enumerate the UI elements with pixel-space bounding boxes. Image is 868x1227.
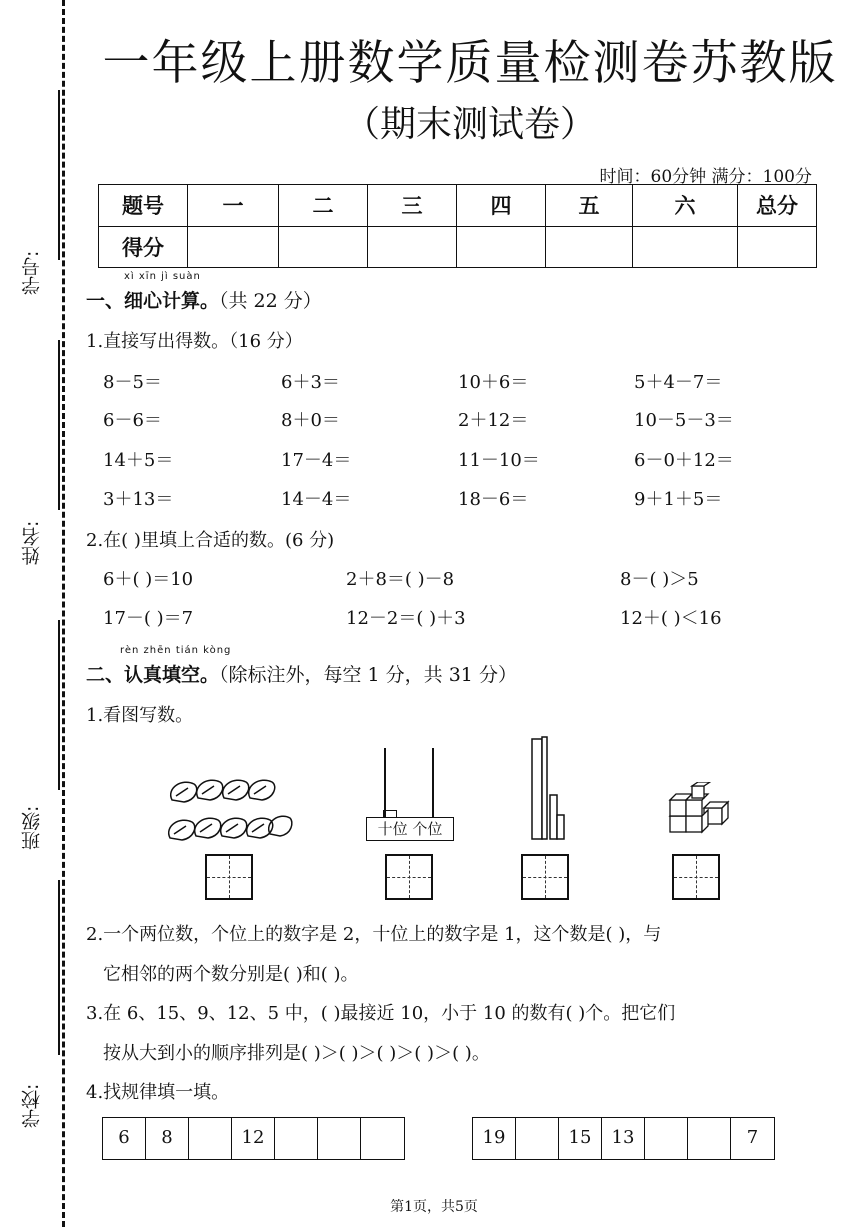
abacus-label: 十位 个位 [366, 817, 454, 841]
arith-item: 5＋4－7＝ [634, 372, 723, 393]
question-2-2-line2: 它相邻的两个数分别是( )和( )。 [103, 964, 359, 985]
score-header-cell: 四 [457, 185, 546, 227]
school-label: 学校: [21, 1083, 43, 1128]
sequence-cell: 6 [103, 1118, 146, 1159]
arith-item: 8＋0＝ [281, 410, 340, 431]
sequence-1 [102, 1117, 405, 1160]
score-header-cell: 总分 [738, 185, 817, 227]
sequence-cell: 8 [146, 1118, 189, 1159]
place-value-box[interactable] [672, 854, 720, 900]
sequence-blank-cell[interactable] [318, 1118, 361, 1159]
student-no-label: 学号: [21, 250, 43, 295]
fruit-icon [221, 818, 247, 838]
name-label: 姓名: [21, 520, 43, 565]
binding-dashed-line [62, 0, 65, 1227]
score-table-header-row [99, 185, 817, 227]
question-2-2-line1: 2.一个两位数，个位上的数字是 2，十位上的数字是 1，这个数是( )，与 [86, 924, 662, 945]
arith-item: 6－6＝ [103, 410, 162, 431]
score-table-score-row [99, 226, 817, 268]
question-1-2: 2.在( )里填上合适的数。(6 分) [86, 530, 335, 551]
arith-item: 9＋1＋5＝ [634, 489, 723, 510]
section1-heading [86, 286, 322, 313]
arith-item: 2＋12＝ [458, 410, 529, 431]
score-input-cell[interactable] [188, 226, 279, 268]
sequence-blank-cell[interactable] [189, 1118, 232, 1159]
section1-pinyin: xì xīn jì suàn [124, 271, 201, 282]
sequence-cell: 12 [232, 1118, 275, 1159]
one-stick [557, 815, 564, 839]
page-subtitle: （期末测试卷） [343, 104, 596, 145]
score-header-cell: 二 [279, 185, 368, 227]
one-stick [550, 795, 557, 839]
score-header-cell: 六 [633, 185, 738, 227]
score-row-label: 得分 [99, 226, 188, 268]
arith-item: 10＋6＝ [458, 372, 529, 393]
place-value-box[interactable] [521, 854, 569, 900]
place-value-box[interactable] [205, 854, 253, 900]
score-table [98, 184, 817, 268]
ten-stick [532, 739, 542, 839]
sequence-cell: 15 [559, 1118, 602, 1159]
question-2-3-line2: 按从大到小的顺序排列是( )＞( )＞( )＞( )＞( )。 [103, 1043, 490, 1064]
arith-item: 6－0＋12＝ [634, 450, 734, 471]
arith-item: 17－4＝ [281, 450, 352, 471]
fill-item: 2＋8＝( )－8 [346, 569, 455, 590]
abacus-rod-ones [432, 748, 434, 820]
fruit-icon [171, 782, 197, 802]
class-line [58, 620, 60, 790]
cubes-drawing [664, 782, 732, 842]
score-header-cell: 三 [368, 185, 457, 227]
name-line [58, 340, 60, 510]
section2-heading [86, 660, 517, 687]
sequence-blank-cell[interactable] [516, 1118, 559, 1159]
page-footer: 第1页，共5页 [390, 1199, 478, 1215]
fruit-icon [169, 820, 195, 840]
fill-item: 12＋( )＜16 [620, 608, 722, 629]
fruit-icon [249, 780, 275, 800]
sequence-blank-cell[interactable] [275, 1118, 318, 1159]
fill-item: 6＋( )＝10 [103, 569, 194, 590]
school-field [18, 880, 48, 1140]
section2-heading-note: （除标注外，每空 1 分，共 31 分） [219, 664, 517, 686]
section1-heading-note: （共 22 分） [219, 290, 322, 312]
school-line [58, 880, 60, 1055]
arith-item: 3＋13＝ [103, 489, 174, 510]
arith-item: 14－4＝ [281, 489, 352, 510]
section2-pinyin: rèn zhēn tián kòng [120, 645, 232, 656]
sequence-2 [472, 1117, 775, 1160]
arith-item: 8－5＝ [103, 372, 162, 393]
fill-item: 8－( )＞5 [620, 569, 699, 590]
question-1-1: 1.直接写出得数。（16 分） [86, 331, 303, 352]
sequence-cell: 19 [473, 1118, 516, 1159]
section2-heading-text: 二、认真填空。 [86, 664, 220, 686]
sequence-cell: 13 [602, 1118, 645, 1159]
arith-item: 14＋5＝ [103, 450, 174, 471]
score-input-cell[interactable] [279, 226, 368, 268]
arith-item: 18－6＝ [458, 489, 529, 510]
section1-heading-text: 一、细心计算。 [86, 290, 220, 312]
arith-item: 6＋3＝ [281, 372, 340, 393]
sequence-blank-cell[interactable] [688, 1118, 731, 1159]
class-field [18, 610, 48, 860]
page-title: 一年级上册数学质量检测卷苏教版 [102, 36, 838, 91]
arith-item: 10－5－3＝ [634, 410, 734, 431]
student-no-line [58, 90, 60, 260]
fruit-icon [195, 818, 221, 838]
question-2-4: 4.找规律填一填。 [86, 1082, 230, 1103]
class-label: 班级: [21, 805, 43, 850]
place-value-box[interactable] [385, 854, 433, 900]
sequence-blank-cell[interactable] [361, 1118, 404, 1159]
fill-item: 17－( )＝7 [103, 608, 194, 629]
name-field [18, 340, 48, 570]
time-info: 时间：60分钟 满分：100分 [599, 167, 812, 187]
fruit-icon [197, 780, 223, 800]
score-input-cell[interactable] [457, 226, 546, 268]
arith-item: 11－10＝ [458, 450, 540, 471]
score-header-cell: 一 [188, 185, 279, 227]
fruit-icon [223, 780, 249, 800]
sticks-drawing [526, 735, 566, 843]
fruit-drawing [164, 772, 294, 844]
student-no-field [18, 80, 48, 295]
question-2-3-line1: 3.在 6、15、9、12、5 中，( )最接近 10，小于 10 的数有( )个。把它们 [86, 1003, 676, 1024]
fill-item: 12－2＝( )＋3 [346, 608, 466, 629]
score-input-cell[interactable] [633, 226, 738, 268]
score-input-cell[interactable] [368, 226, 457, 268]
question-2-1: 1.看图写数。 [86, 705, 194, 726]
score-input-cell[interactable] [738, 226, 817, 268]
sequence-cell: 7 [746, 1127, 759, 1148]
sequence-blank-cell[interactable] [645, 1118, 688, 1159]
score-input-cell[interactable] [546, 226, 633, 268]
score-header-cell: 题号 [99, 185, 188, 227]
score-header-cell: 五 [546, 185, 633, 227]
